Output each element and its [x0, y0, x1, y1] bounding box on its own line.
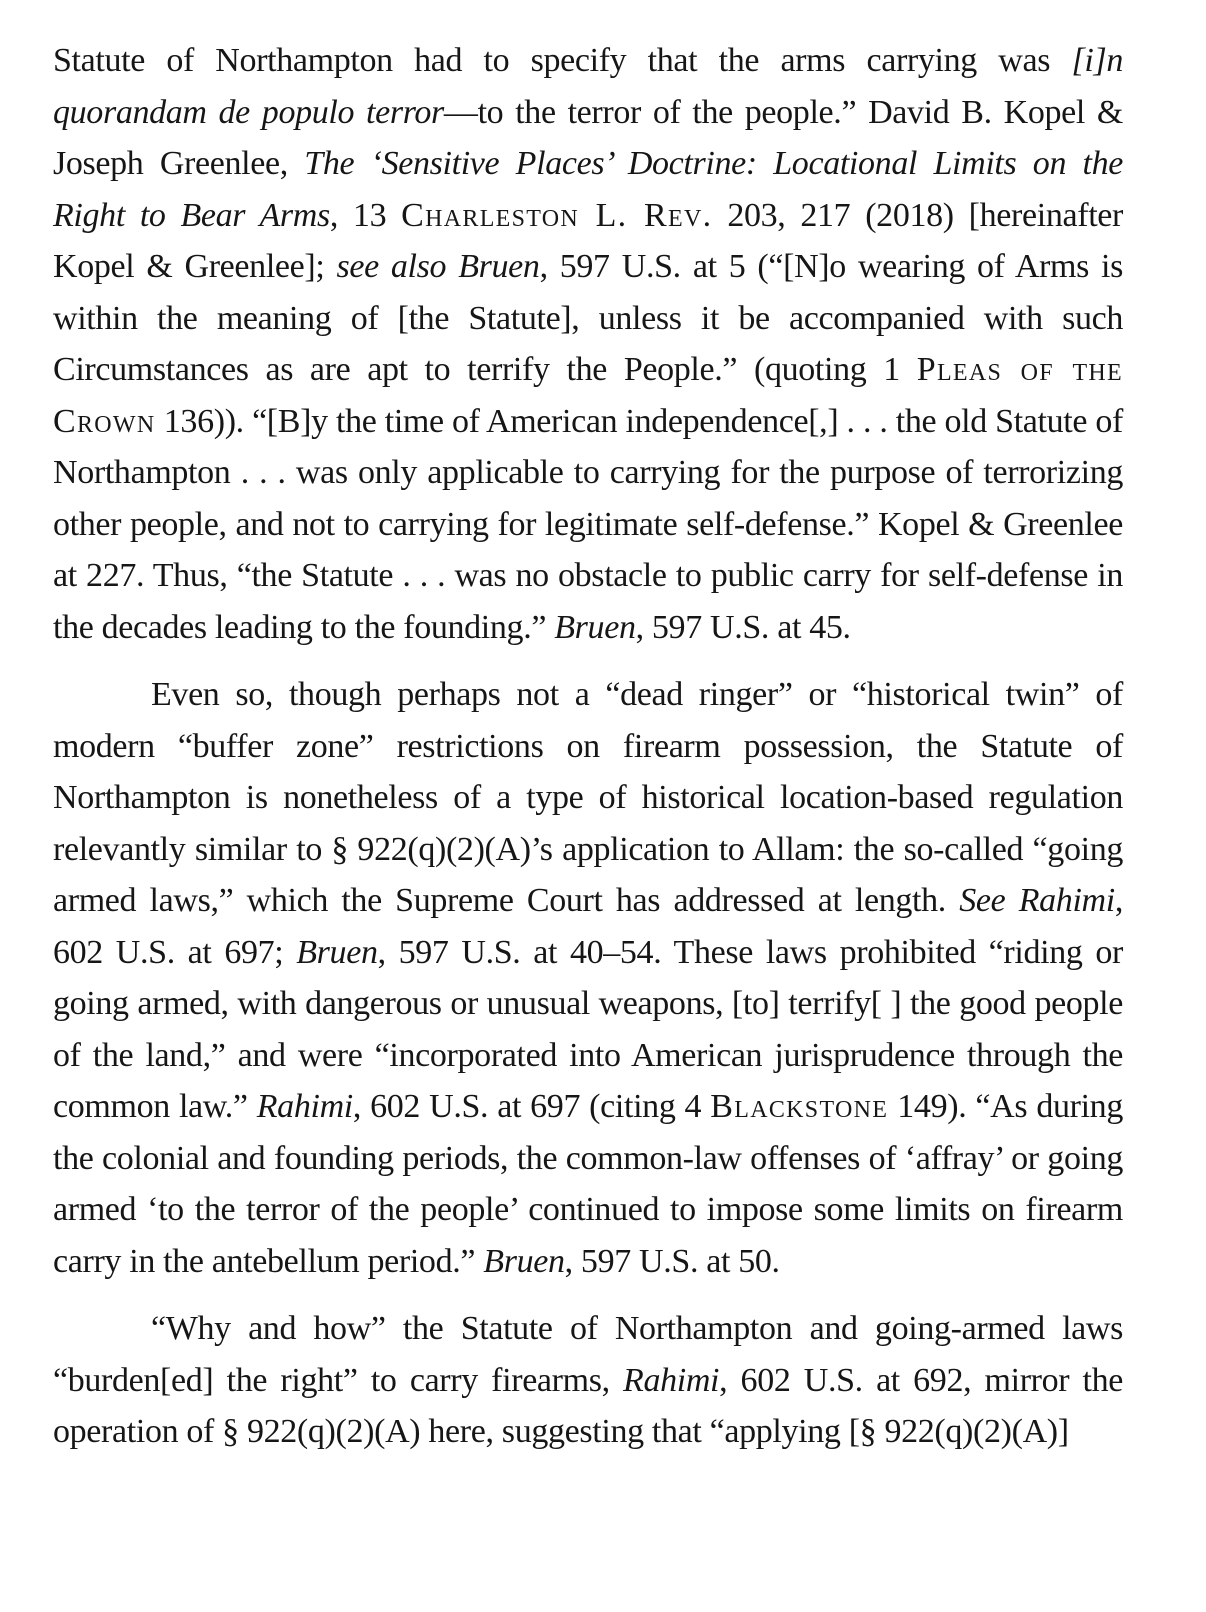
- body-text: , 597 U.S. at 50.: [564, 1242, 780, 1280]
- small-caps-source-title: Charleston L. Rev.: [401, 196, 713, 234]
- body-text: , 597 U.S. at 5 (“[N]o wearing of Arms is within the meaning of [the Statute], unless it be accompanied with such Circumstances as are apt to terrify the People.” (quoting 1: [53, 248, 1123, 388]
- small-caps-source-title: Blackstone: [710, 1088, 889, 1125]
- body-text: Statute of Northampton had to specify that the arms carrying was: [53, 42, 1072, 79]
- small-caps-source-title: Pleas of the Crown: [53, 351, 1123, 440]
- body-text: , 13: [329, 196, 402, 234]
- body-text: , 602 U.S. at 697;: [53, 882, 1123, 971]
- body-text: 136)). “[B]y the time of American independence[,] . . . the old Statute of Northampton . . . was only applicable to carrying for the purpose of terrorizing other people, and not to carrying for legitimate self-defense.” Kopel & Greenlee at 227. Thus, “the Statute . . . was no obstacle to public carry for self-defense in the decades leading to the founding.”: [53, 402, 1123, 646]
- body-text: , 602 U.S. at 697 (citing 4: [352, 1088, 711, 1125]
- italic-citation-text: Bruen: [554, 608, 636, 646]
- italic-citation-text: [i]n quorandam de populo terror: [53, 42, 1123, 131]
- body-text: 203, 217 (2018) [hereinafter Kopel & Greenlee];: [53, 196, 1124, 285]
- paragraph-northampton-terror: [53, 35, 1123, 653]
- body-text: —to the terror of the people.” David B. Kopel & Joseph Greenlee,: [53, 93, 1123, 182]
- body-text: Even so, though perhaps not a “dead ringer” or “historical twin” of modern “buffer zone” restrictions on firearm possession, the Statute of Northampton is nonetheless of a type of historical location-based regulation relevantly similar to § 922(q)(2)(A)’s application to Allam: the so-called “going armed laws,” which the Supreme Court has addressed at length.: [53, 676, 1123, 919]
- italic-citation-text: See Rahimi: [959, 882, 1115, 919]
- italic-citation-text: The ‘Sensitive Places’ Doctrine: Locational Limits on the Right to Bear Arms: [53, 145, 1123, 234]
- paragraph-going-armed-laws: [53, 669, 1123, 1287]
- paragraph-why-and-how: [53, 1303, 1123, 1458]
- body-text: , 597 U.S. at 40–54. These laws prohibited “riding or going armed, with dangerous or unusual weapons, [to] terrify[ ] the good people of the land,” and were “incorporated into American jurisprudence through the common law.”: [53, 933, 1123, 1125]
- italic-citation-text: Bruen: [483, 1242, 565, 1280]
- body-text: 149). “As during the colonial and founding periods, the common-law offenses of ‘affray’ or going armed ‘to the terror of the people’ continued to impose some limits on firearm carry in the antebellum period.”: [53, 1088, 1123, 1280]
- italic-citation-text: see also Bruen: [336, 248, 540, 285]
- body-text: “Why and how” the Statute of Northampton and going-armed laws “burden[ed] the right” to carry firearms,: [53, 1310, 1123, 1399]
- italic-citation-text: Bruen: [296, 933, 378, 971]
- body-text: , 597 U.S. at 45.: [635, 608, 851, 646]
- body-text: , 602 U.S. at 692, mirror the operation of § 922(q)(2)(A) here, suggesting that “applying [§ 922(q)(2)(A)]: [53, 1361, 1123, 1450]
- italic-citation-text: Rahimi: [256, 1088, 353, 1125]
- document-page: [53, 35, 1123, 1458]
- italic-citation-text: Rahimi: [623, 1361, 720, 1399]
